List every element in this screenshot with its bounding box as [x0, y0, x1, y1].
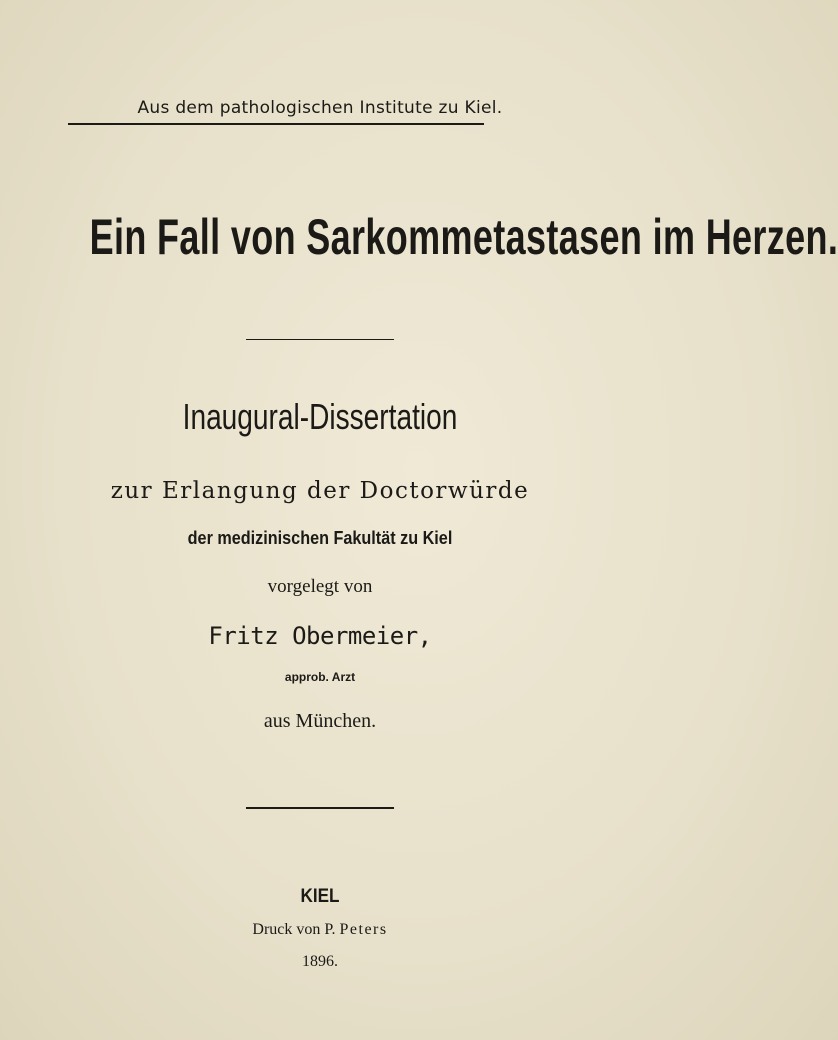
presented-by: vorgelegt von — [267, 576, 373, 597]
author-qualification: approb. Arzt — [284, 670, 356, 684]
imprint-divider — [246, 807, 394, 809]
author-name: Fritz Obermeier, — [208, 622, 432, 650]
dissertation-label: Inaugural-Dissertation — [182, 396, 458, 437]
faculty-name: der medizinischen Fakultät zu Kiel — [187, 528, 453, 548]
printer-name: Peters — [339, 921, 388, 938]
institute-heading: Aus dem pathologischen Institute zu Kiel. — [137, 98, 503, 118]
dissertation-title: Ein Fall von Sarkommetastasen im Herzen. — [89, 209, 838, 265]
imprint-printer — [0, 921, 640, 939]
imprint-year: 1896. — [302, 953, 338, 970]
header-underline — [68, 123, 484, 125]
title-divider — [246, 339, 394, 340]
dissertation-purpose: zur Erlangung der Doctorwürde — [110, 478, 530, 504]
author-origin: aus München. — [263, 710, 377, 732]
imprint-city: KIEL — [300, 886, 340, 907]
printer-prefix: Druck von P. — [252, 921, 336, 938]
